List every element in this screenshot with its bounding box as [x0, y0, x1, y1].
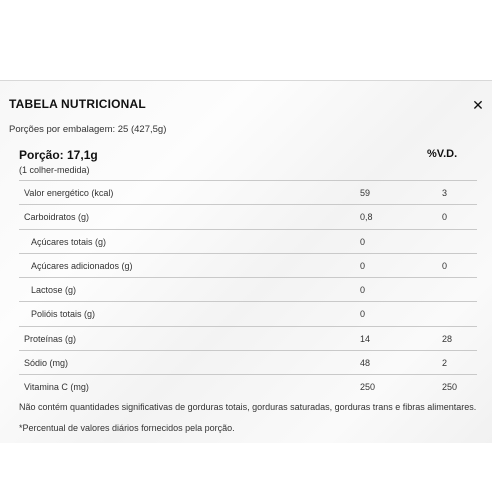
modal-title: TABELA NUTRICIONAL [9, 97, 146, 111]
table-row [19, 374, 477, 398]
nutrient-label: Açúcares totais (g) [31, 236, 107, 247]
table-row [19, 204, 477, 228]
table-row [19, 229, 477, 253]
nutrient-daily-value: 0 [442, 212, 448, 223]
table-row [19, 253, 477, 277]
close-icon[interactable]: ✕ [472, 97, 484, 113]
nutrition-table [19, 180, 477, 399]
nutrient-daily-value: 3 [442, 188, 448, 198]
table-row [19, 301, 477, 325]
footnote-not-significant: Não contém quantidades significativas de gorduras totais, gorduras saturadas, gorduras trans e fibras alimentares. [19, 402, 477, 412]
portion-label: Porção: 17,1g [19, 148, 98, 162]
nutrient-label: Lactose (g) [31, 285, 77, 296]
nutrient-value: 14 [360, 333, 371, 344]
nutrient-value: 0 [360, 309, 366, 320]
table-row [19, 180, 477, 204]
nutrient-daily-value: 0 [442, 260, 448, 271]
nutrient-label: Vitamina C (mg) [24, 382, 89, 393]
nutrient-value: 250 [360, 382, 376, 393]
nutrient-label: Valor energético (kcal) [24, 188, 114, 198]
nutrient-label: Proteínas (g) [24, 333, 77, 344]
footnote-daily-values: *Percentual de valores diários fornecidos pela porção. [19, 423, 235, 433]
nutrient-daily-value: 2 [442, 358, 448, 369]
portions-per-package: Porções por embalagem: 25 (427,5g) [9, 124, 167, 135]
table-row [19, 326, 477, 350]
nutrient-label: Carboidratos (g) [24, 212, 90, 223]
table-row [19, 277, 477, 301]
nutrient-value: 0,8 [360, 212, 373, 223]
nutrient-value: 0 [360, 285, 366, 296]
portion-sub-label: (1 colher-medida) [19, 165, 90, 175]
nutrient-label: Polióis totais (g) [31, 309, 96, 320]
nutrition-modal [0, 80, 492, 443]
nutrient-label: Açúcares adicionados (g) [31, 260, 133, 271]
nutrient-value: 59 [360, 188, 371, 198]
nutrient-label: Sódio (mg) [24, 358, 69, 369]
nutrient-value: 0 [360, 236, 366, 247]
nutrient-value: 48 [360, 358, 371, 369]
nutrient-daily-value: 28 [442, 333, 453, 344]
table-row [19, 350, 477, 374]
nutrient-daily-value: 250 [442, 382, 458, 393]
daily-value-header: %V.D. [427, 148, 458, 160]
nutrient-value: 0 [360, 260, 366, 271]
